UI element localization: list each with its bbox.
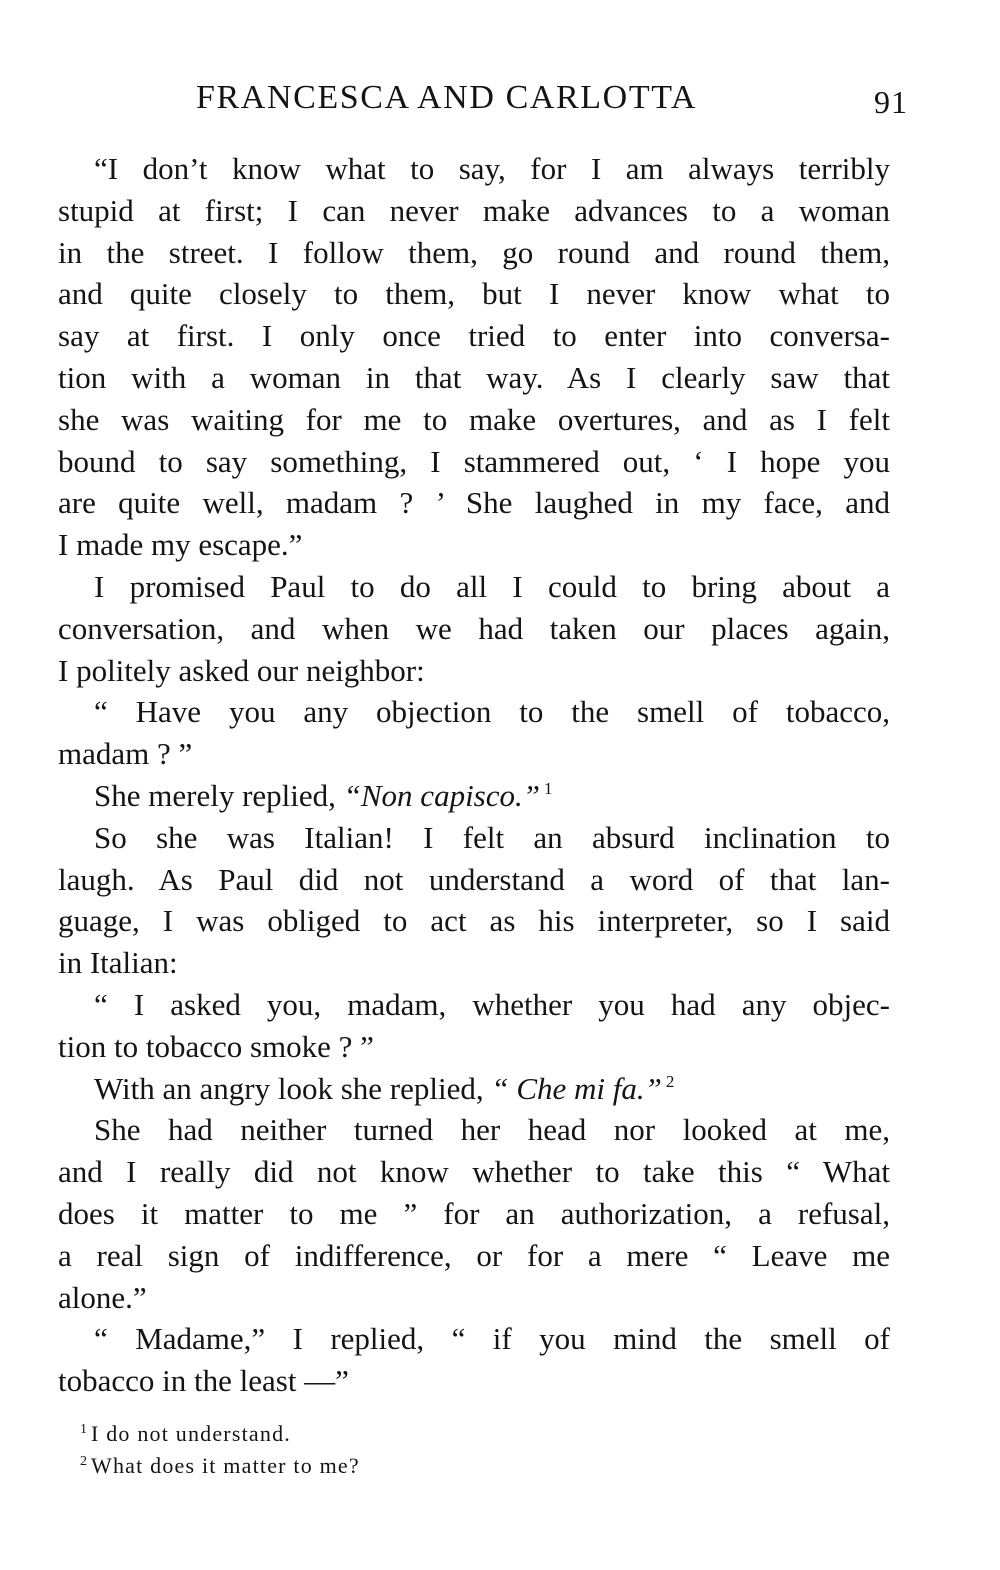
text-line: So she was Italian! I felt an absurd inclination to: [94, 819, 890, 855]
text-line: tion to tobacco smoke ? ”: [58, 1028, 374, 1064]
text-line: stupid at first; I can never make advances to a woman: [58, 192, 890, 228]
text-line: I made my escape.”: [58, 527, 303, 563]
text-segment: She merely replied,: [94, 777, 344, 813]
text-line: laugh. As Paul did not understand a word of that lan-: [58, 861, 890, 897]
text-line: does it matter to me ” for an authorization, a refusal,: [58, 1195, 890, 1231]
text-line: tobacco in the least —”: [58, 1363, 349, 1399]
text-line: and I really did not know whether to take this “ What: [58, 1154, 890, 1190]
text-line: in the street. I follow them, go round and round them,: [58, 234, 890, 270]
footnotes: [80, 1418, 780, 1482]
footnote-mark: 1: [80, 1422, 87, 1437]
text-line: tion with a woman in that way. As I clearly saw that: [58, 359, 890, 395]
footnote-text: What does it matter to me?: [91, 1453, 360, 1478]
italic-quote: “Non capisco.”: [343, 777, 540, 813]
text-line: “I don’t know what to say, for I am always terribly: [94, 151, 890, 186]
text-line: bound to say something, I stammered out, ‘ I hope you: [58, 443, 890, 479]
footnote-1: [80, 1418, 780, 1450]
text-line: “ Have you any objection to the smell of tobacco,: [94, 694, 890, 730]
text-line: in Italian:: [58, 945, 178, 981]
footnote-2: [80, 1450, 780, 1482]
text-line: and quite closely to them, but I never know what to: [58, 276, 890, 312]
text-line: madam ? ”: [58, 736, 193, 772]
footnote-ref: 1: [544, 778, 553, 798]
text-line: “ I asked you, madam, whether you had any objec-: [94, 986, 890, 1022]
text-line: [58, 1068, 890, 1110]
text-line: alone.”: [58, 1279, 147, 1315]
text-segment: With an angry look she replied,: [94, 1070, 492, 1106]
text-line: I promised Paul to do all I could to bring about a: [94, 568, 890, 604]
footnote-text: I do not understand.: [91, 1421, 291, 1446]
footnote-mark: 2: [80, 1454, 87, 1469]
text-line: conversation, and when we had taken our places again,: [58, 610, 890, 646]
page-number: 91: [874, 84, 908, 120]
text-line: she was waiting for me to make overtures, and as I felt: [58, 401, 890, 437]
footnote-ref: 2: [665, 1071, 675, 1091]
text-line: I politely asked our neighbor:: [58, 652, 425, 688]
text-line: She had neither turned her head nor looked at me,: [94, 1112, 890, 1148]
text-line: say at first. I only once tried to enter into conversa-: [58, 318, 890, 354]
text-line: “ Madame,” I replied, “ if you mind the smell of: [94, 1321, 890, 1357]
body-text: [58, 148, 890, 1402]
text-line: guage, I was obliged to act as his interpreter, so I said: [58, 903, 890, 939]
running-head: [60, 78, 908, 122]
text-line: are quite well, madam ? ’ She laughed in my face, and: [58, 485, 890, 521]
running-title: FRANCESCA AND CARLOTTA: [196, 79, 697, 116]
text-line: a real sign of indifference, or for a mere “ Leave me: [58, 1237, 890, 1273]
text-line: [58, 775, 890, 817]
italic-quote: “ Che mi fa.”: [491, 1070, 662, 1106]
